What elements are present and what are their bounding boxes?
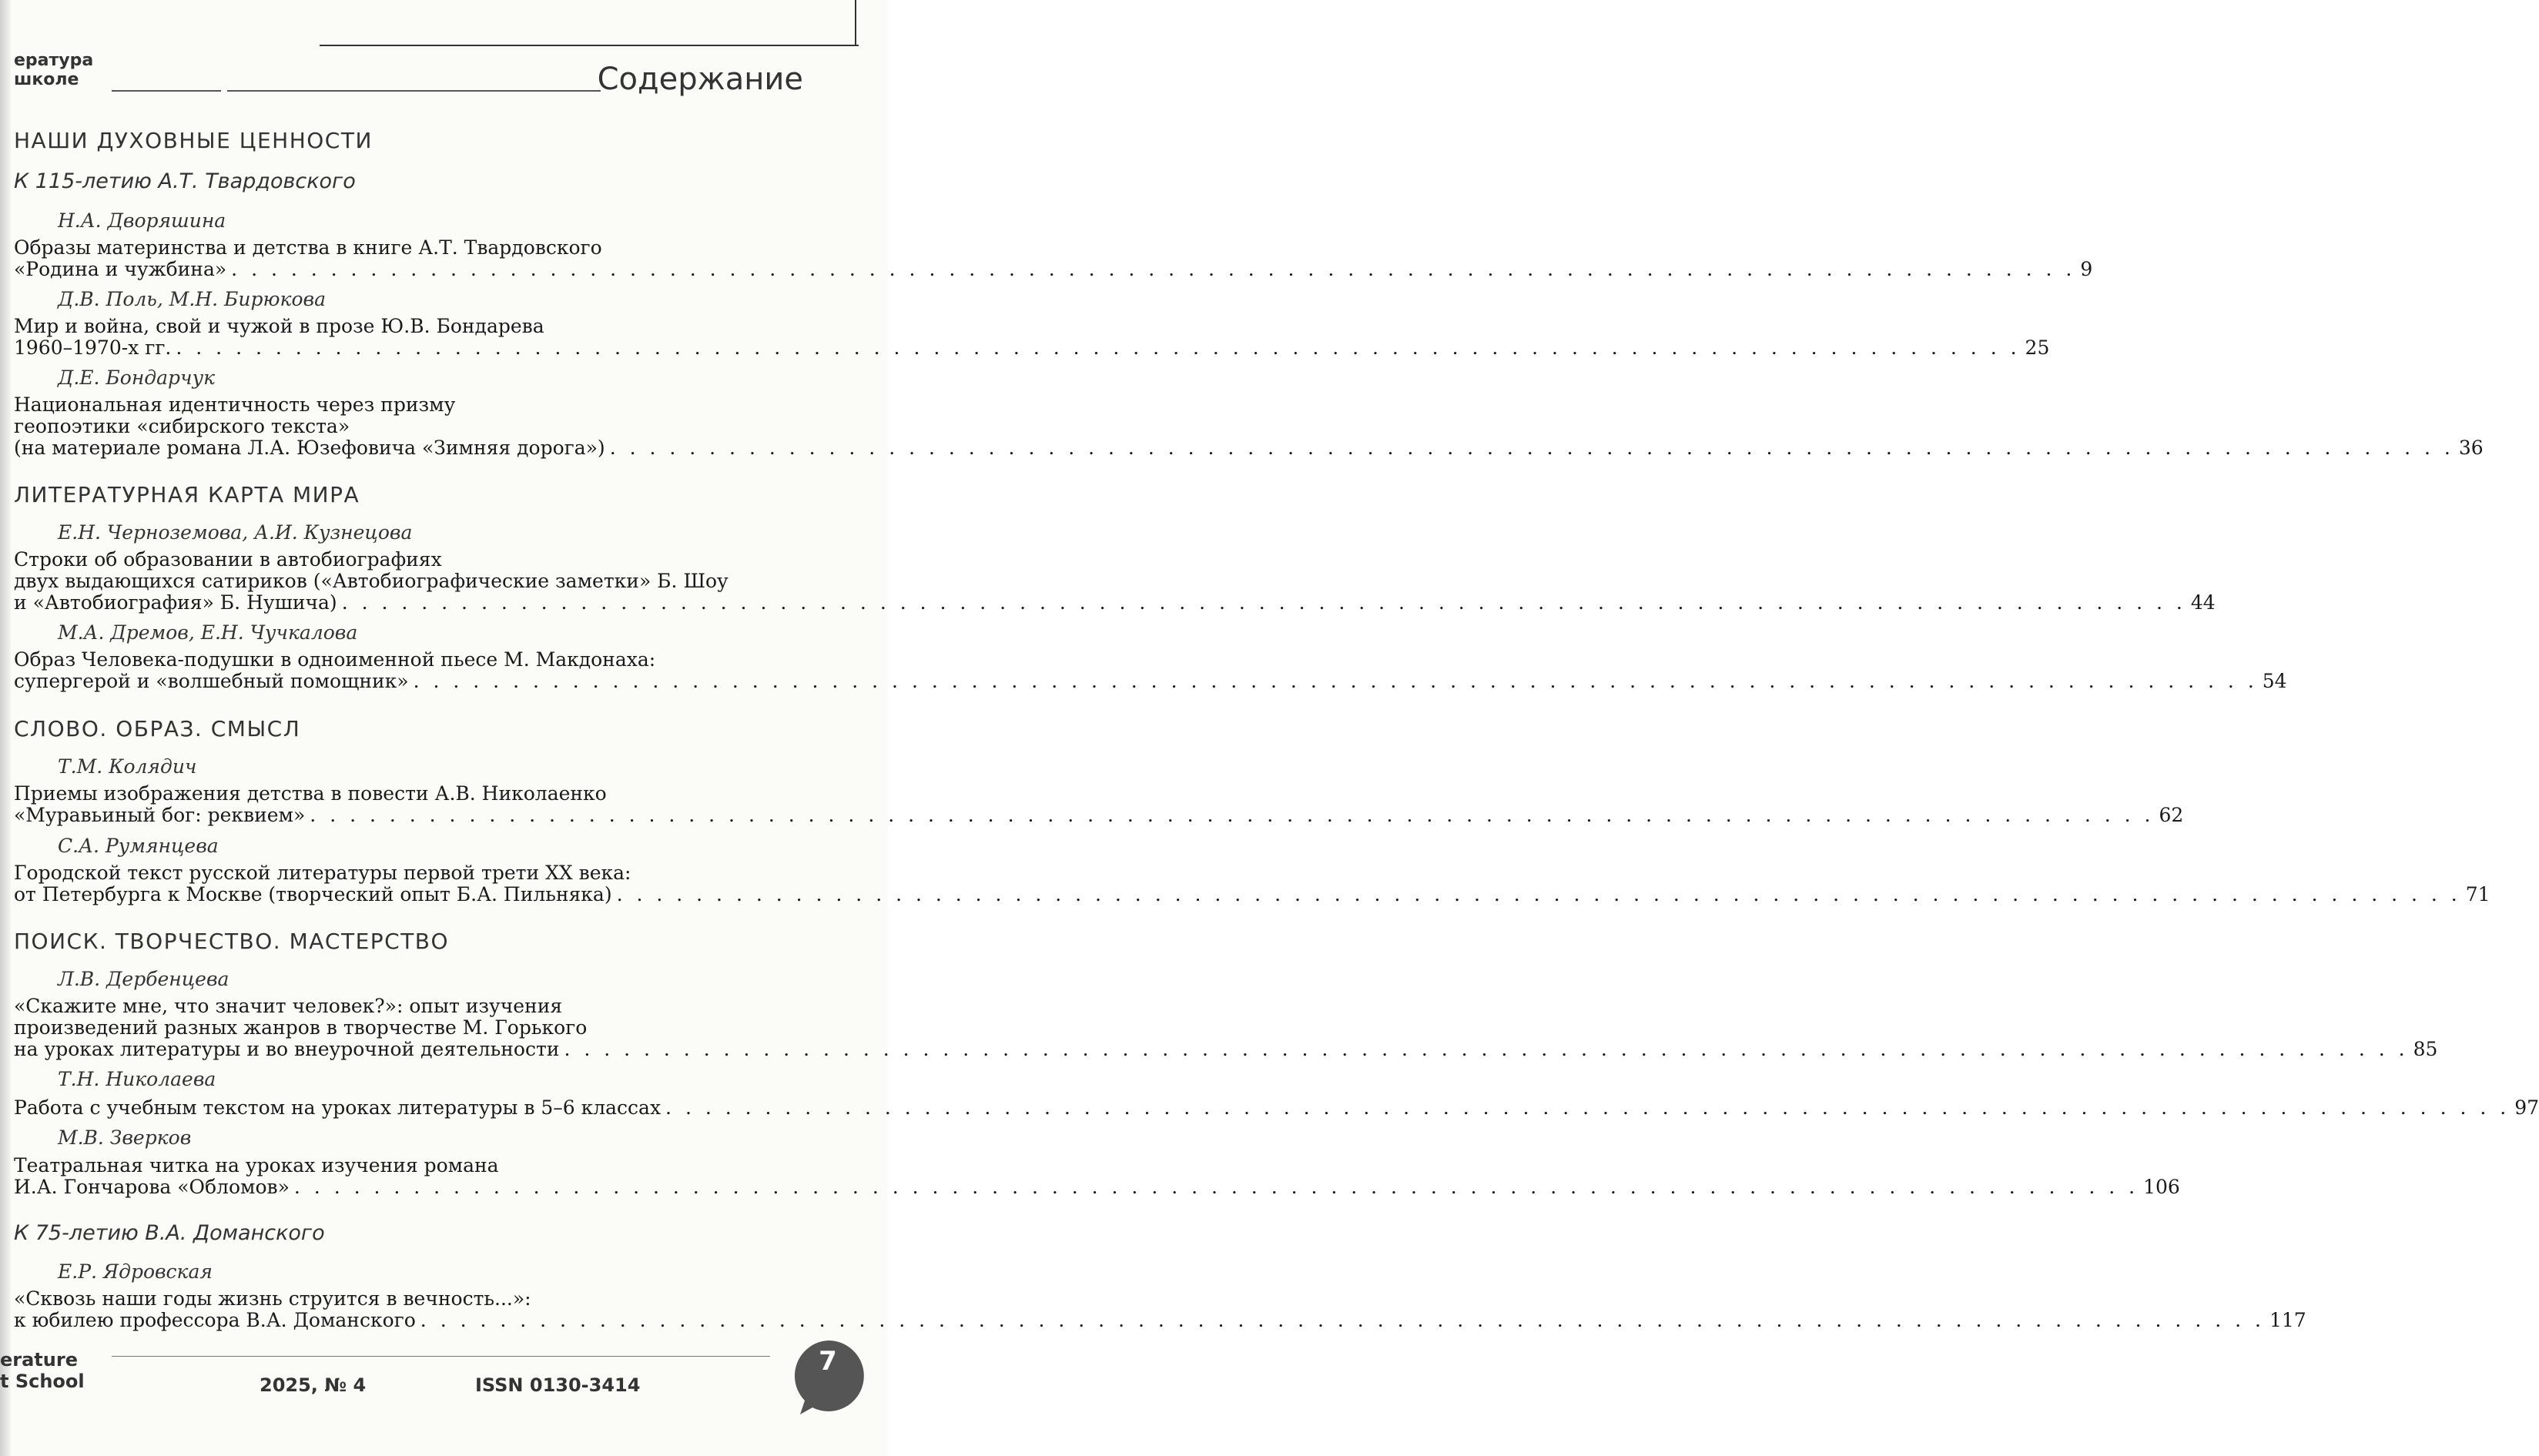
journal-name-line1: ература: [14, 51, 94, 70]
leader-dots: . . . . . . . . . . . . . . . . . . . . . . . . . . . . . . . . . . . . . . . . . . . . . . . . . . . . . . . . . . . . . . . . . . . . . . . . . . . . . . . . . . . . . . . . . . . . .: [665, 1096, 2511, 1119]
leader-dots: . . . . . . . . . . . . . . . . . . . . . . . . . . . . . . . . . . . . . . . . . . . . . . . . . . . . . . . . . . . . . . . . . . . . . . . . . . . . . . . . . . . . . . . . . . . . .: [413, 670, 2258, 692]
page-number: 25: [2025, 336, 2050, 359]
article-title-line: Образ Человека-подушки в одноименной пьесе М. Макдонаха:: [14, 648, 656, 671]
article-author: Е.Н. Черноземова, А.И. Кузнецова: [58, 521, 413, 544]
article-title-line: 1960–1970-х гг.: [14, 336, 172, 359]
footer-rule: [112, 1356, 770, 1357]
article-title-line: «Сквозь наши годы жизнь струится в вечность...»:: [14, 1287, 531, 1310]
article-author: Е.Р. Ядровская: [58, 1260, 213, 1283]
page-title: Содержание: [597, 62, 803, 97]
article-title-line: «Родина и чужбина»: [14, 258, 227, 280]
leader-dots: . . . . . . . . . . . . . . . . . . . . . . . . . . . . . . . . . . . . . . . . . . . . . . . . . . . . . . . . . . . . . . . . . . . . . . . . . . . . . . . . . . . . . . . . . . . . .: [341, 591, 2186, 614]
leader-dots: . . . . . . . . . . . . . . . . . . . . . . . . . . . . . . . . . . . . . . . . . . . . . . . . . . . . . . . . . . . . . . . . . . . . . . . . . . . . . . . . . . . . . . . . . . . . .: [564, 1038, 2409, 1060]
leader-dots: . . . . . . . . . . . . . . . . . . . . . . . . . . . . . . . . . . . . . . . . . . . . . . . . . . . . . . . . . . . . . . . . . . . . . . . . . . . . . . . . . . . . . . . . . . . . .: [310, 804, 2155, 826]
article-author: М.В. Зверков: [58, 1126, 192, 1149]
toc-entry[interactable]: [14, 782, 2184, 826]
leader-dots: . . . . . . . . . . . . . . . . . . . . . . . . . . . . . . . . . . . . . . . . . . . . . . . . . . . . . . . . . . . . . . . . . . . . . . . . . . . . . . . . . . . . . . . . . . . . .: [231, 258, 2076, 280]
journal-name-line2: школе: [14, 70, 79, 89]
page-number: 97: [2514, 1096, 2539, 1119]
toc-entry[interactable]: [14, 1096, 2539, 1119]
article-author: С.А. Румянцева: [58, 835, 219, 857]
article-title-line: супергерой и «волшебный помощник»: [14, 670, 409, 692]
issue-number: 2025, № 4: [260, 1374, 367, 1396]
toc-entry[interactable]: [14, 1154, 2180, 1198]
top-rule: [320, 45, 859, 46]
article-title-line: Образы материнства и детства в книге А.Т. Твардовского: [14, 236, 602, 259]
article-author: Л.В. Дербенцева: [58, 968, 229, 990]
subsection-heading: К 75-летию В.А. Доманского: [14, 1221, 325, 1245]
article-title-line: Строки об образовании в автобиографиях: [14, 548, 442, 571]
article-author: Т.М. Колядич: [58, 755, 197, 778]
toc-entry[interactable]: [14, 393, 2484, 459]
article-title-line: Театральная читка на уроках изучения романа: [14, 1154, 499, 1177]
journal-name-line1: erature: [0, 1349, 78, 1371]
header-rule-right: [227, 90, 601, 92]
article-title-line: геопоэтики «сибирского текста»: [14, 415, 350, 437]
toc-entry[interactable]: [14, 862, 2490, 905]
article-title-line: Мир и война, свой и чужой в прозе Ю.В. Бондарева: [14, 315, 544, 337]
article-title-line: Работа с учебным текстом на уроках литературы в 5–6 классах: [14, 1096, 662, 1119]
issn: ISSN 0130-3414: [475, 1374, 641, 1396]
article-title-line: И.А. Гончарова «Обломов»: [14, 1176, 290, 1198]
article-title-line: «Муравьиный бог: реквием»: [14, 804, 306, 826]
header-rule-left: [112, 90, 221, 92]
article-author: Д.В. Поль, М.Н. Бирюкова: [58, 288, 326, 310]
article-title-line: и «Автобиография» Б. Нушича): [14, 591, 337, 614]
article-title-line: к юбилею профессора В.А. Доманского: [14, 1309, 416, 1331]
journal-name-line2: t School: [0, 1371, 85, 1392]
toc-entry[interactable]: [14, 995, 2438, 1060]
page-number: 36: [2458, 437, 2484, 459]
article-author: Т.Н. Николаева: [58, 1068, 216, 1090]
journal-name-header: [14, 51, 93, 89]
article-title-line: Городской текст русской литературы первой трети XX века:: [14, 862, 631, 884]
page-number: 117: [2269, 1309, 2306, 1331]
binding-edge: [0, 0, 11, 1456]
article-title-line: двух выдающихся сатириков («Автобиографические заметки» Б. Шоу: [14, 570, 729, 592]
article-title-line: от Петербурга к Москве (творческий опыт Б.А. Пильняка): [14, 883, 612, 905]
toc-entry[interactable]: [14, 1287, 2306, 1331]
journal-name-footer: [0, 1349, 85, 1392]
article-title-line: на уроках литературы и во внеурочной деятельности: [14, 1038, 560, 1060]
article-title-line: «Скажите мне, что значит человек?»: опыт изучения: [14, 995, 563, 1017]
article-title-line: произведений разных жанров в творчестве М. Горького: [14, 1016, 588, 1039]
page-number: 106: [2143, 1176, 2180, 1198]
section-heading: ЛИТЕРАТУРНАЯ КАРТА МИРА: [14, 482, 360, 507]
toc-entry[interactable]: [14, 315, 2050, 359]
article-title-line: Национальная идентичность через призму: [14, 393, 456, 416]
subsection-heading: К 115-летию А.Т. Твардовского: [14, 169, 356, 193]
section-heading: СЛОВО. ОБРАЗ. СМЫСЛ: [14, 716, 301, 741]
folio-number: 7: [819, 1346, 837, 1377]
page-number: 54: [2262, 670, 2287, 692]
leader-dots: . . . . . . . . . . . . . . . . . . . . . . . . . . . . . . . . . . . . . . . . . . . . . . . . . . . . . . . . . . . . . . . . . . . . . . . . . . . . . . . . . . . . . . . . . . . . .: [420, 1309, 2265, 1331]
page-number: 62: [2159, 804, 2184, 826]
article-author: Н.А. Дворяшина: [58, 209, 226, 232]
article-author: Д.Е. Бондарчук: [58, 367, 216, 389]
page-number: 9: [2080, 258, 2093, 280]
article-title-line: Приемы изображения детства в повести А.В. Николаенко: [14, 782, 607, 805]
page-number: 85: [2413, 1038, 2438, 1060]
article-title-line: (на материале романа Л.А. Юзефовича «Зимняя дорога»): [14, 437, 605, 459]
leader-dots: . . . . . . . . . . . . . . . . . . . . . . . . . . . . . . . . . . . . . . . . . . . . . . . . . . . . . . . . . . . . . . . . . . . . . . . . . . . . . . . . . . . . . . . . . . . . .: [293, 1176, 2139, 1198]
leader-dots: . . . . . . . . . . . . . . . . . . . . . . . . . . . . . . . . . . . . . . . . . . . . . . . . . . . . . . . . . . . . . . . . . . . . . . . . . . . . . . . . . . . . . . . . . . . . .: [616, 883, 2461, 905]
top-vertical-rule: [855, 0, 856, 46]
article-author: М.А. Дремов, Е.Н. Чучкалова: [58, 621, 358, 644]
section-heading: НАШИ ДУХОВНЫЕ ЦЕННОСТИ: [14, 128, 373, 153]
toc-entry[interactable]: [14, 236, 2093, 280]
leader-dots: . . . . . . . . . . . . . . . . . . . . . . . . . . . . . . . . . . . . . . . . . . . . . . . . . . . . . . . . . . . . . . . . . . . . . . . . . . . . . . . . . . . . . . . . . . . . .: [176, 336, 2021, 359]
toc-entry[interactable]: [14, 648, 2287, 692]
section-heading: ПОИСК. ТВОРЧЕСТВО. МАСТЕРСТВО: [14, 929, 450, 954]
page-number: 44: [2190, 591, 2216, 614]
toc-entry[interactable]: [14, 548, 2216, 614]
page-number: 71: [2465, 883, 2490, 905]
leader-dots: . . . . . . . . . . . . . . . . . . . . . . . . . . . . . . . . . . . . . . . . . . . . . . . . . . . . . . . . . . . . . . . . . . . . . . . . . . . . . . . . . . . . . . . . . . . . .: [609, 437, 2454, 459]
